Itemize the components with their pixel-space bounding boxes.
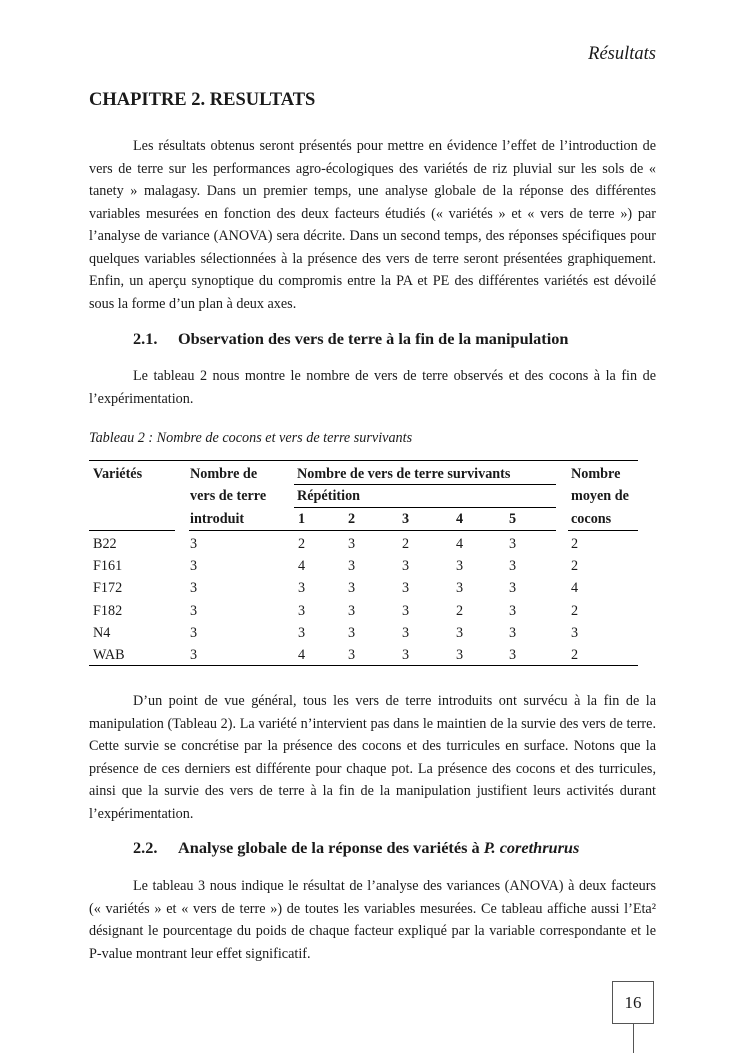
cell-variete: F182 xyxy=(93,603,123,619)
cell-rep-1: 3 xyxy=(298,603,306,619)
cell-introduit: 3 xyxy=(190,558,198,574)
discussion-paragraph: D’un point de vue général, tous les vers de terre introduits ont survécu à la fin de la manipulation (Tableau 2). La variété n’intervient pas dans le maintien de la survie des vers de terre. Cette survie se concrétise par la présence des cocons et des turricules en surface. Notons que la présence de ces derniers est différente pour chaque pot. La présence des cocons et des turricules, ainsi que la survie des vers de terre à la fin de la manipulation justifient leurs activités durant l’expérimentation. xyxy=(89,693,656,822)
cell-variete: N4 xyxy=(93,625,111,641)
cell-rep-4: 4 xyxy=(456,536,464,552)
cell-rep-4: 3 xyxy=(456,558,464,574)
cell-cocons: 2 xyxy=(571,558,579,574)
cell-variete: WAB xyxy=(93,647,125,663)
cell-introduit: 3 xyxy=(190,603,198,619)
header-varietes: Variétés xyxy=(93,466,143,482)
rep-label-3: 3 xyxy=(402,511,410,527)
cell-cocons: 2 xyxy=(571,603,579,619)
cell-introduit: 3 xyxy=(190,647,198,663)
header-cocons-line2: moyen de xyxy=(571,488,629,504)
rep-label-5: 5 xyxy=(509,511,517,527)
cell-rep-5: 3 xyxy=(509,647,517,663)
section-title: Analyse globale de la réponse des variétés à xyxy=(178,838,484,857)
header-introduit-line1: Nombre de xyxy=(190,466,258,482)
table-top-rule xyxy=(89,460,638,461)
cell-rep-3: 3 xyxy=(402,580,410,596)
cell-introduit: 3 xyxy=(190,625,198,641)
cell-rep-3: 3 xyxy=(402,558,410,574)
cell-rep-2: 3 xyxy=(348,625,356,641)
cell-rep-2: 3 xyxy=(348,647,356,663)
cell-rep-4: 3 xyxy=(456,580,464,596)
section-number: 2.2. xyxy=(133,838,158,857)
rep-label-2: 2 xyxy=(348,511,356,527)
section-title: Observation des vers de terre à la fin de la manipulation xyxy=(178,329,569,348)
repetition-underline xyxy=(294,507,556,508)
header-introduit-line3: introduit xyxy=(190,511,245,527)
cell-cocons: 3 xyxy=(571,625,579,641)
cell-rep-1: 4 xyxy=(298,558,306,574)
table-bottom-rule xyxy=(89,665,638,666)
chapter-title: CHAPITRE 2. RESULTATS xyxy=(89,90,316,110)
rep-label-1: 1 xyxy=(298,511,306,527)
cell-rep-1: 3 xyxy=(298,625,306,641)
survivants-underline xyxy=(294,484,556,485)
cell-rep-4: 2 xyxy=(456,603,464,619)
header-cocons-line3: cocons xyxy=(571,511,612,527)
cell-introduit: 3 xyxy=(190,536,198,552)
cell-rep-3: 2 xyxy=(402,536,410,552)
rep-label-4: 4 xyxy=(456,511,464,527)
cell-rep-2: 3 xyxy=(348,536,356,552)
header-bottom-rule-right xyxy=(568,530,638,531)
cell-rep-5: 3 xyxy=(509,536,517,552)
cell-rep-5: 3 xyxy=(509,580,517,596)
header-repetition: Répétition xyxy=(297,488,361,504)
cell-rep-5: 3 xyxy=(509,625,517,641)
running-header: Résultats xyxy=(588,44,656,64)
species-name: P. corethrurus xyxy=(483,838,580,857)
cell-cocons: 2 xyxy=(571,647,579,663)
cell-rep-1: 3 xyxy=(298,580,306,596)
cell-rep-5: 3 xyxy=(509,558,517,574)
cell-rep-2: 3 xyxy=(348,603,356,619)
header-introduit-line2: vers de terre xyxy=(190,488,267,504)
cell-rep-4: 3 xyxy=(456,647,464,663)
cell-rep-5: 3 xyxy=(509,603,517,619)
page-number-stem xyxy=(633,1024,634,1053)
page-number: 16 xyxy=(612,981,654,1024)
cell-rep-2: 3 xyxy=(348,558,356,574)
intro-paragraph: Les résultats obtenus seront présentés pour mettre en évidence l’effet de l’introduction de vers de terre sur les performances agro-écologiques des variétés de riz pluvial sur les sols de « tanety » malagasy. Dans un premier temps, une analyse globale de la réponse des différentes variables mesurées en fonction des deux facteurs étudiés (« variétés » et « vers de terre ») par l’analyse de variance (ANOVA) sera décrite. Dans un second temps, des réponses spécifiques pour quelques variables sélectionnées à la présence des vers de terre seront présentées graphiquement. Enfin, un aperçu synoptique du compromis entre la PA et PE des différentes variétés est dévoilé sous la forme d’un plan à deux axes. xyxy=(89,138,656,312)
cell-rep-1: 4 xyxy=(298,647,306,663)
cell-rep-3: 3 xyxy=(402,603,410,619)
cell-cocons: 2 xyxy=(571,536,579,552)
section-2-2-paragraph: Le tableau 3 nous indique le résultat de l’analyse des variances (ANOVA) à deux facteurs (« variétés » et « vers de terre ») de toutes les variables mesurées. Ce tableau affiche aussi l’Eta² désignant le pourcentage du poids de chaque facteur expliqué par la variable correspondante et le P-value montrant leur effet significatif. xyxy=(89,878,656,962)
cell-variete: F172 xyxy=(93,580,123,596)
cell-rep-3: 3 xyxy=(402,625,410,641)
cell-rep-3: 3 xyxy=(402,647,410,663)
cell-variete: F161 xyxy=(93,558,123,574)
cell-cocons: 4 xyxy=(571,580,579,596)
header-bottom-rule-left xyxy=(89,530,175,531)
section-2-1-paragraph: Le tableau 2 nous montre le nombre de vers de terre observés et des cocons à la fin de l’expérimentation. xyxy=(89,368,656,407)
cell-variete: B22 xyxy=(93,536,117,552)
table-caption: Tableau 2 : Nombre de cocons et vers de terre survivants xyxy=(89,430,413,446)
cell-rep-1: 2 xyxy=(298,536,306,552)
section-heading-2-2 xyxy=(133,838,579,858)
header-survivants: Nombre de vers de terre survivants xyxy=(297,466,511,482)
cell-introduit: 3 xyxy=(190,580,198,596)
cell-rep-2: 3 xyxy=(348,580,356,596)
section-number: 2.1. xyxy=(133,329,158,348)
header-bottom-rule-mid xyxy=(189,530,556,531)
header-cocons-line1: Nombre xyxy=(571,466,621,482)
cell-rep-4: 3 xyxy=(456,625,464,641)
